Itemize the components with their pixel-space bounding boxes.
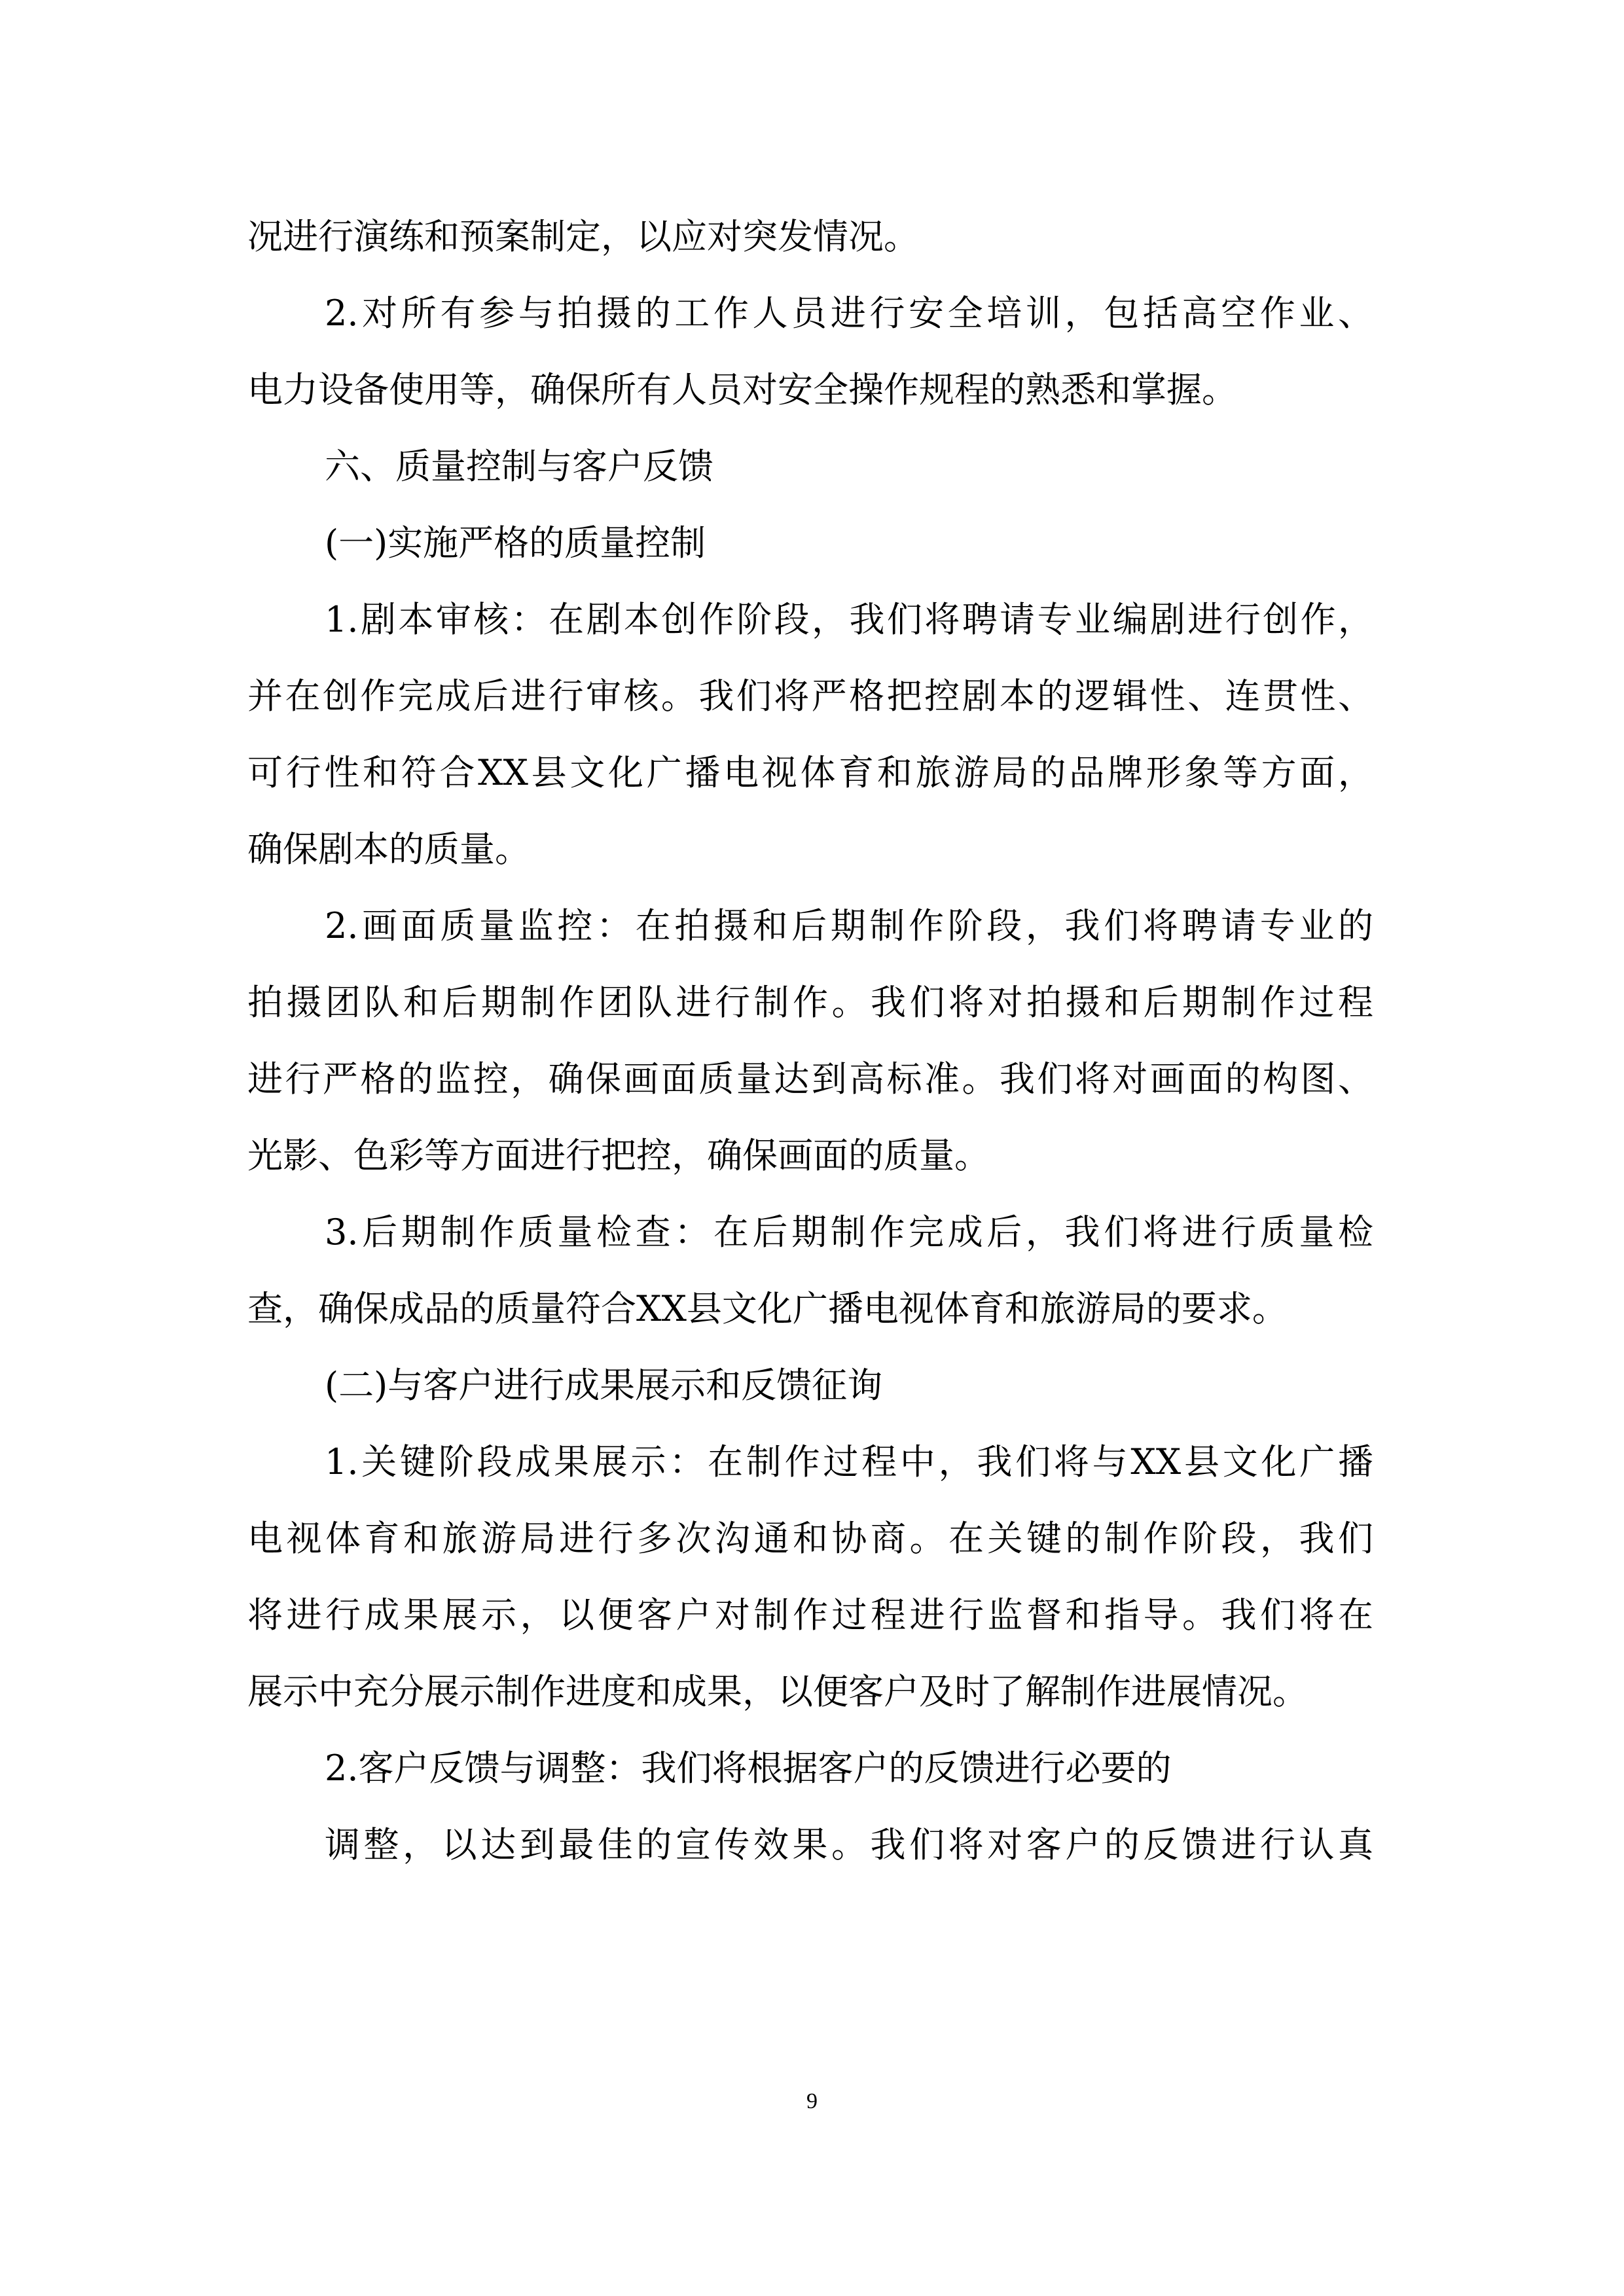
text-line: 2.画面质量监控：在拍摄和后期制作阶段，我们将聘请专业的 — [325, 905, 1373, 946]
text-line: 3.后期制作质量检查：在后期制作完成后，我们将进行质量检 — [325, 1211, 1373, 1253]
page-number: 9 — [806, 2089, 818, 2113]
text-line: 确保剧本的质量。 — [247, 829, 530, 870]
text-line: 电视体育和旅游局进行多次沟通和协商。在关键的制作阶段，我们 — [247, 1518, 1373, 1559]
text-line: 1.剧本审核：在剧本创作阶段，我们将聘请专业编剧进行创作， — [325, 599, 1373, 640]
text-line: 光影、色彩等方面进行把控，确保画面的质量。 — [247, 1135, 990, 1176]
text-line: 将进行成果展示，以便客户对制作过程进行监督和指导。我们将在 — [247, 1594, 1373, 1636]
text-line: 查，确保成品的质量符合XX县文化广播电视体育和旅游局的要求。 — [247, 1288, 1288, 1329]
text-line: 1.关键阶段成果展示：在制作过程中，我们将与XX县文化广播 — [325, 1441, 1373, 1482]
text-line: 展示中充分展示制作进度和成果，以便客户及时了解制作进展情况。 — [247, 1671, 1308, 1712]
text-line: 并在创作完成后进行审核。我们将严格把控剧本的逻辑性、连贯性、 — [247, 675, 1373, 717]
text-line: (一)实施严格的质量控制 — [325, 522, 706, 564]
text-line: 况进行演练和预案制定，以应对突发情况。 — [247, 216, 919, 257]
text-line: 可行性和符合XX县文化广播电视体育和旅游局的品牌形象等方面， — [247, 752, 1373, 793]
text-line: 2.客户反馈与调整：我们将根据客户的反馈进行必要的 — [325, 1748, 1172, 1789]
text-line: 电力设备使用等，确保所有人员对安全操作规程的熟悉和掌握。 — [247, 369, 1237, 410]
text-line: 六、质量控制与客户反馈 — [325, 446, 713, 487]
text-line: 拍摄团队和后期制作团队进行制作。我们将对拍摄和后期制作过程 — [247, 982, 1373, 1023]
text-line: 进行严格的监控，确保画面质量达到高标准。我们将对画面的构图、 — [247, 1058, 1373, 1100]
text-line: (二)与客户进行成果展示和反馈征询 — [325, 1365, 883, 1406]
text-line: 调整，以达到最佳的宣传效果。我们将对客户的反馈进行认真 — [325, 1824, 1373, 1865]
body-text — [247, 198, 1373, 1883]
text-line: 2.对所有参与拍摄的工作人员进行安全培训，包括高空作业、 — [325, 293, 1373, 334]
